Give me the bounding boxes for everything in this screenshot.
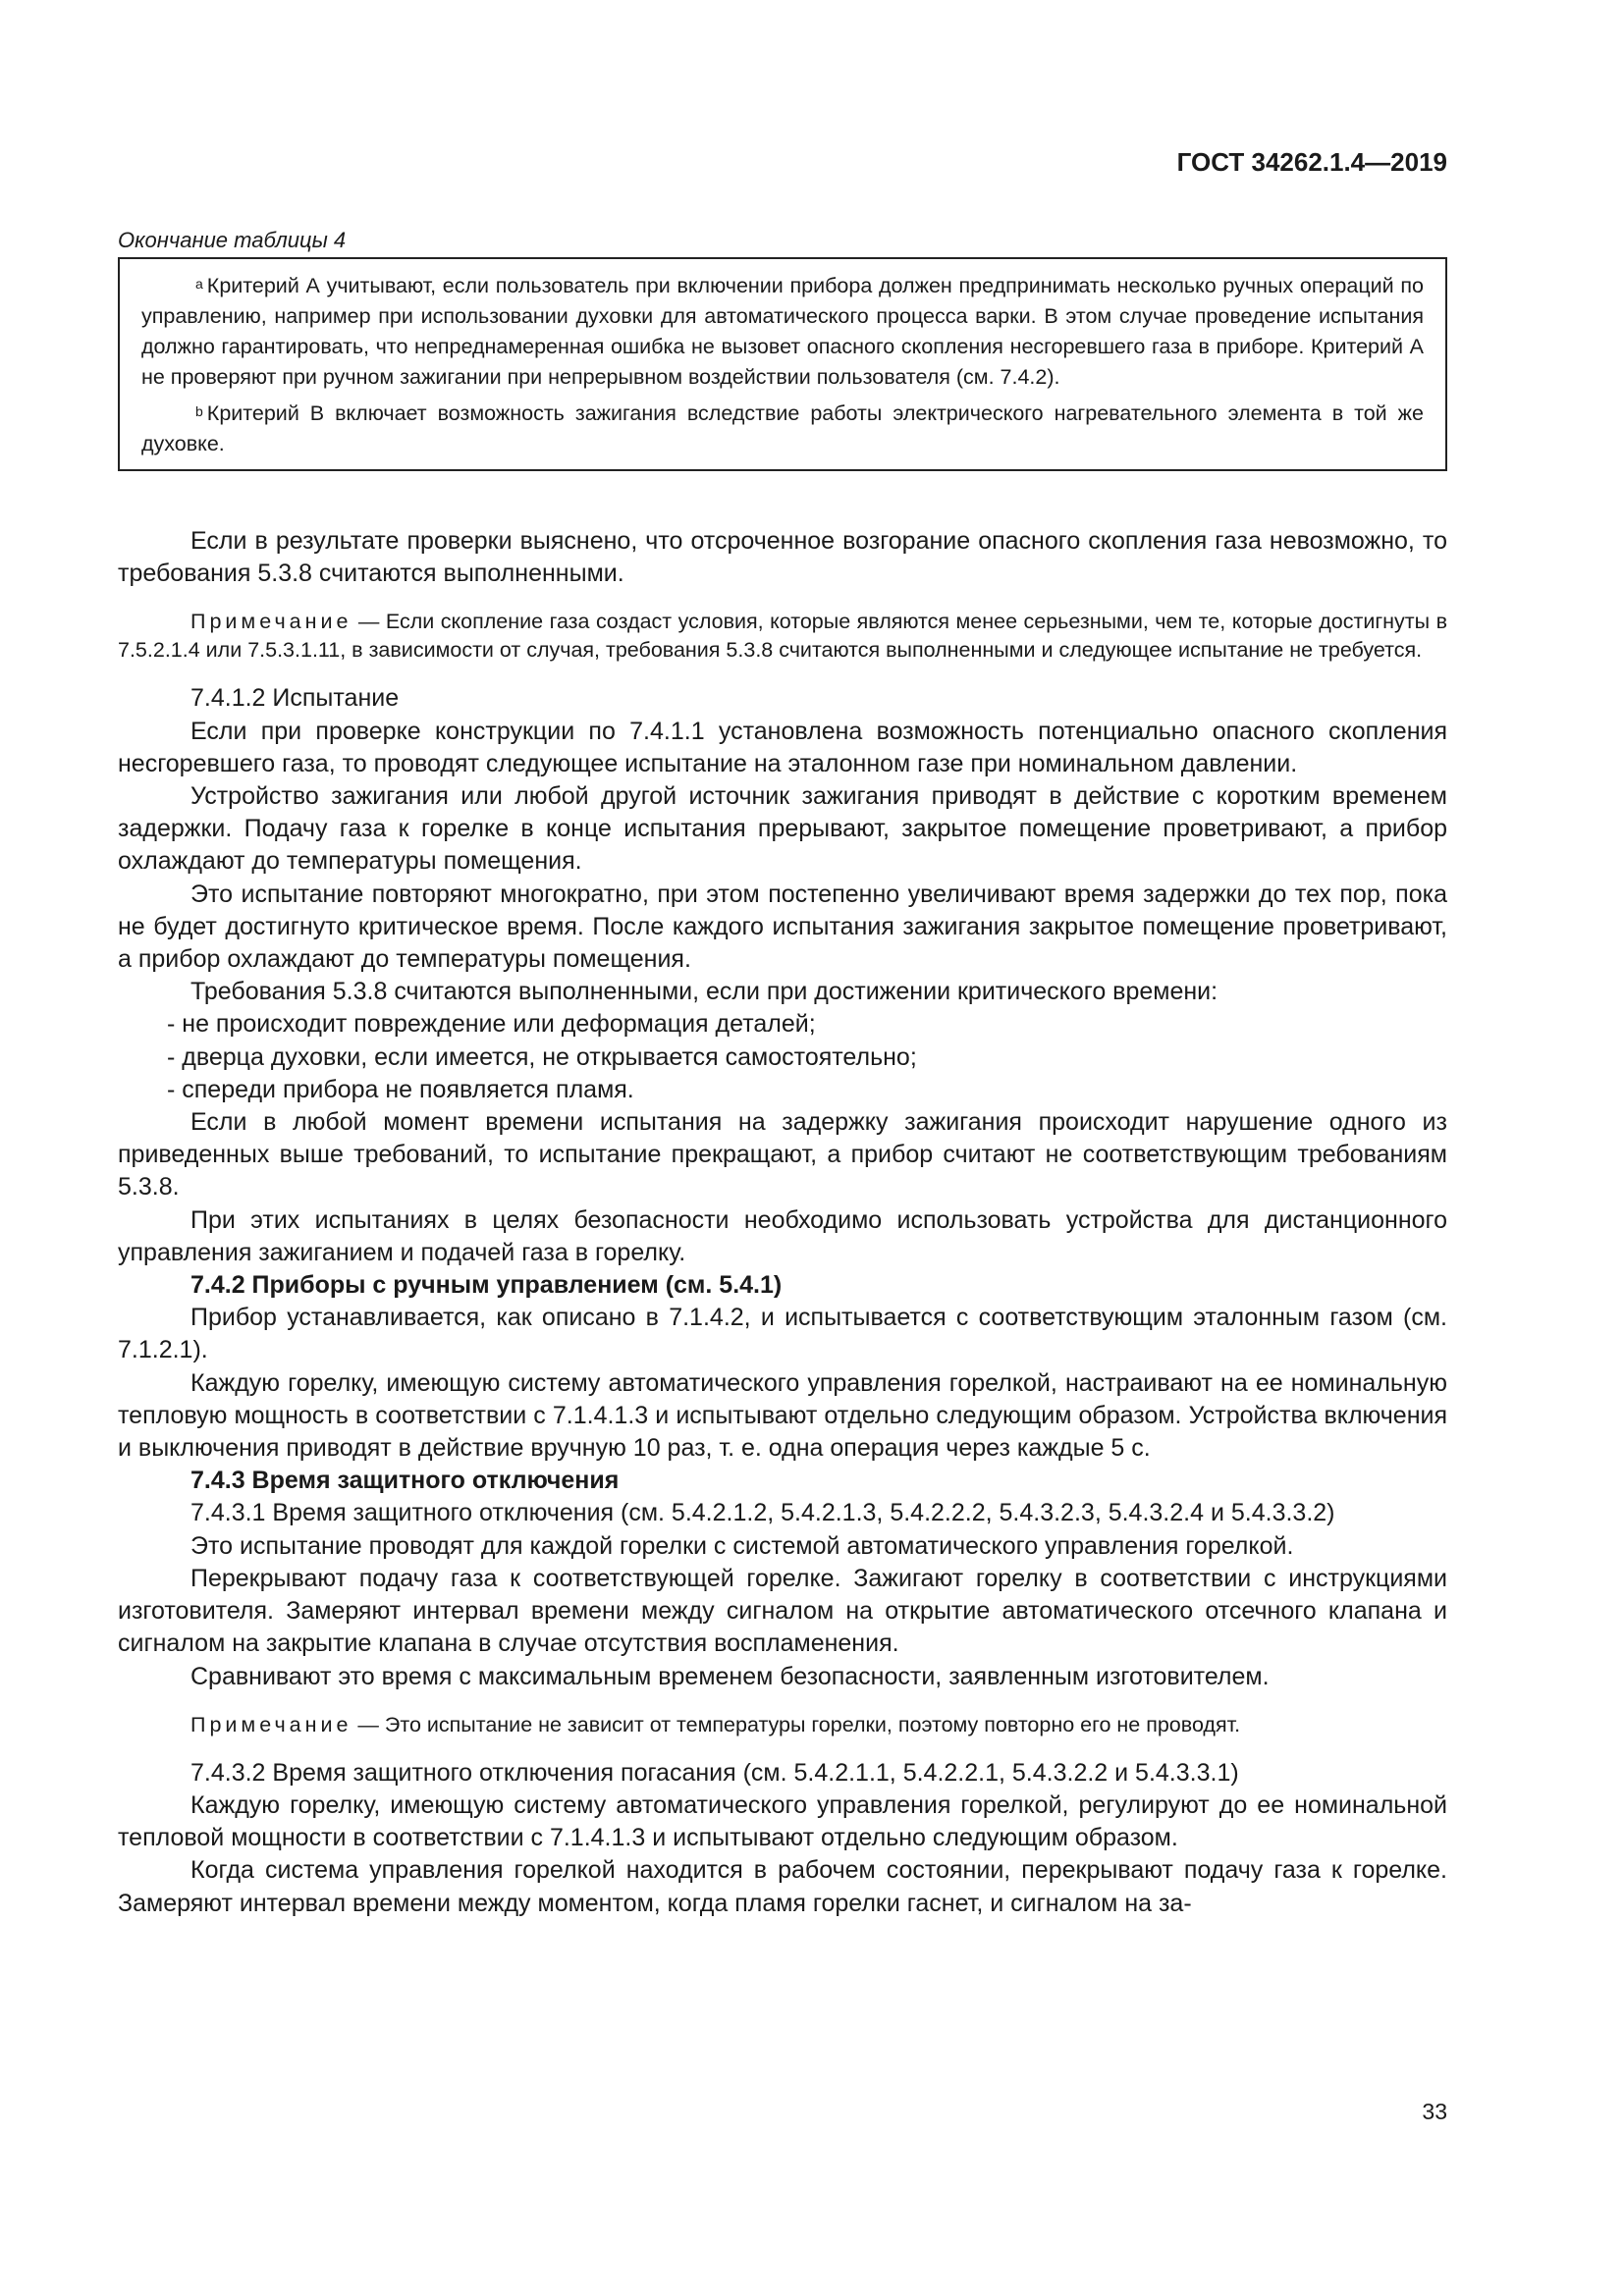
paragraph: Это испытание повторяют многократно, при этом постепенно увеличивают время задержки до тех пор, пока не будет достигнуто критическое время. После каждого испытания зажигания закрытое помещение проветривают, а прибор охлаждают до температуры помещения. — [118, 880, 1447, 974]
standard-header: ГОСТ 34262.1.4—2019 — [1176, 147, 1447, 177]
paragraph: Каждую горелку, имеющую систему автоматического управления горелкой, регулируют до ее номинальной тепловой мощности в соответствии с 7.1.4.1.3 и испытывают отдельно следующим образом. — [118, 1790, 1447, 1852]
table-footnotes-box — [118, 257, 1447, 471]
paragraph: 7.4.3.2 Время защитного отключения погасания (см. 5.4.2.1.1, 5.4.2.2.1, 5.4.3.2.2 и 5.4.3.3.1) — [190, 1758, 1239, 1787]
body-text — [118, 525, 1447, 1920]
footnote-mark: a — [195, 276, 203, 292]
list-item: - дверца духовки, если имеется, не открывается самостоятельно; — [167, 1042, 917, 1071]
paragraph: 7.4.3.1 Время защитного отключения (см. 5.4.2.1.2, 5.4.2.1.3, 5.4.2.2.2, 5.4.3.2.3, 5.4.3.2.4 и 5.4.3.3.2) — [190, 1499, 1335, 1527]
section-heading: 7.4.1.2 Испытание — [190, 684, 400, 713]
table-caption: Окончание таблицы 4 — [118, 228, 347, 252]
paragraph: Устройство зажигания или любой другой источник зажигания приводят в действие с коротким временем задержки. Подачу газа к горелке в конце испытания прерывают, закрытое помещение проветривают, а прибор охлаждают до температуры помещения. — [118, 782, 1447, 876]
note-label: Примечание — [190, 1712, 352, 1736]
paragraph: Это испытание проводят для каждой горелки с системой автоматического управления горелкой. — [190, 1531, 1294, 1560]
paragraph: Сравнивают это время с максимальным временем безопасности, заявленным изготовителем. — [190, 1662, 1270, 1690]
paragraph: Перекрывают подачу газа к соответствующей горелке. Зажигают горелку в соответствии с инструкциями изготовителя. Замеряют интервал времени между сигналом на открытие автоматического отсечного клапана и сигналом на закрытие клапана в случае отсутствия воспламенения. — [118, 1564, 1447, 1658]
section-heading: 7.4.3 Время защитного отключения — [190, 1467, 620, 1495]
note — [118, 608, 1447, 665]
paragraph: Если в любой момент времени испытания на задержку зажигания происходит нарушение одного из приведенных выше требований, то испытание прекращают, а прибор считают не соответствующим требованиям 5.3.8. — [118, 1108, 1447, 1201]
note-text: — Если скопление газа создаст условия, которые являются менее серьезными, чем те, которые достигнуты в 7.5.2.1.4 или 7.5.3.1.11, в зависимости от случая, требования 5.3.8 считаются выполненными и следующее испытание не требуется. — [118, 610, 1447, 663]
paragraph: Если при проверке конструкции по 7.4.1.1 установлена возможность потенциально опасного скопления несгоревшего газа, то проводят следующее испытание на эталонном газе при номинальном давлении. — [118, 717, 1447, 777]
note — [118, 1711, 1447, 1739]
list-item: - не происходит повреждение или деформация деталей; — [167, 1010, 816, 1039]
list-item: - спереди прибора не появляется пламя. — [167, 1075, 634, 1103]
page-number: 33 — [1422, 2099, 1447, 2124]
paragraph: Прибор устанавливается, как описано в 7.1.4.2, и испытывается с соответствующим эталонным газом (см. 7.1.2.1). — [118, 1304, 1447, 1364]
footnote-b — [141, 399, 1424, 459]
footnote-mark: b — [195, 403, 203, 419]
footnote-text: Критерий В включает возможность зажигания вследствие работы электрического нагревательного элемента в той же духовке. — [141, 401, 1424, 455]
paragraph: Каждую горелку, имеющую систему автоматического управления горелкой, настраивают на ее номинальную тепловую мощность в соответствии с 7.1.4.1.3 и испытывают отдельно следующим образом. Устройства включения и выключения приводят в действие вручную 10 раз, т. е. одна операция через каждые 5 с. — [118, 1368, 1447, 1463]
paragraph: При этих испытаниях в целях безопасности необходимо использовать устройства для дистанционного управления зажиганием и подачей газа в горелку. — [118, 1205, 1447, 1266]
section-heading: 7.4.2 Приборы с ручным управлением (см. 5.4.1) — [190, 1271, 783, 1300]
paragraph: Когда система управления горелкой находится в рабочем состоянии, перекрывают подачу газа к горелке. Замеряют интервал времени между моментом, когда пламя горелки гаснет, и сигналом на за- — [118, 1856, 1447, 1917]
paragraph: Если в результате проверки выяснено, что отсроченное возгорание опасного скопления газа невозможно, то требования 5.3.8 считаются выполненными. — [118, 527, 1447, 588]
note-label: Примечание — [190, 610, 352, 634]
note-text: — Это испытание не зависит от температуры горелки, поэтому повторно его не проводят. — [352, 1712, 1241, 1736]
footnote-a — [141, 271, 1424, 393]
paragraph: Требования 5.3.8 считаются выполненными, если при достижении критического времени: — [190, 978, 1218, 1006]
footnote-text: Критерий А учитывают, если пользователь при включении прибора должен предпринимать несколько ручных операций по управлению, например при использовании духовки для автоматического процесса варки. В этом случае проведение испытания должно гарантировать, что непреднамеренная ошибка не вызовет опасного скопления несгоревшего газа в приборе. Критерий А не проверяют при ручном зажигании при непрерывном воздействии пользователя (см. 7.4.2). — [141, 274, 1424, 389]
